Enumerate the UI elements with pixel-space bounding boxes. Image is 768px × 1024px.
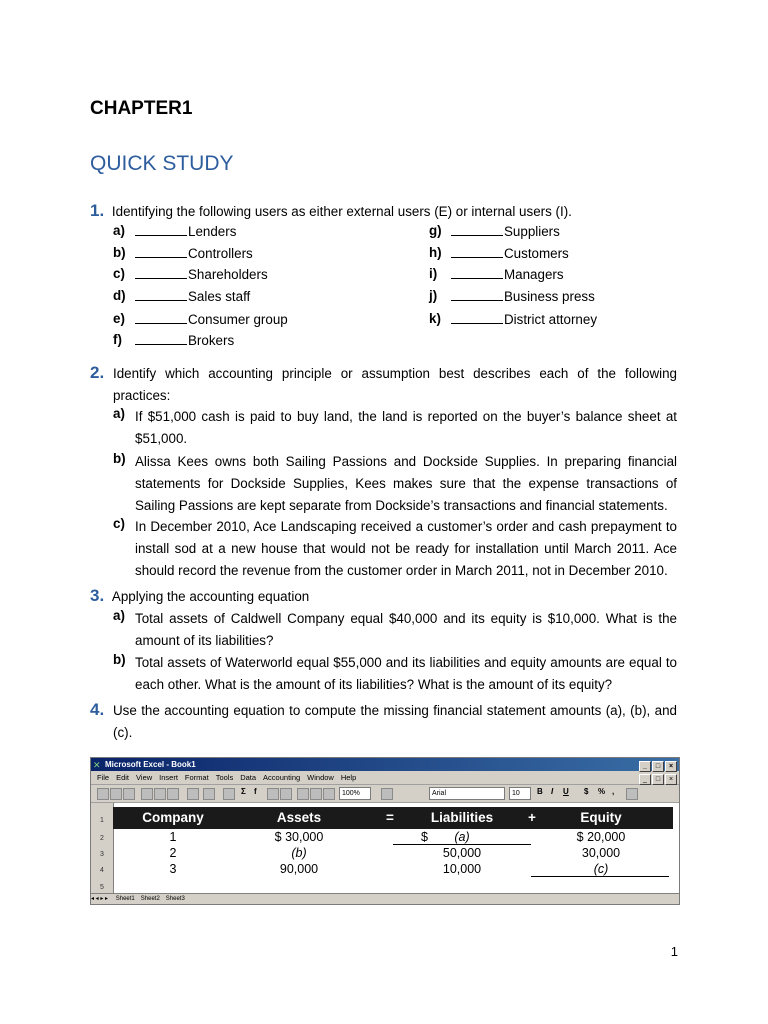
- sheet-tab-bar: [91, 893, 679, 905]
- answer-item: [451, 288, 595, 304]
- menu-item-window[interactable]: Window: [307, 773, 334, 782]
- comma-icon[interactable]: ,: [612, 787, 615, 796]
- menu-item-view[interactable]: View: [136, 773, 153, 782]
- user-name: Consumer group: [188, 312, 288, 327]
- question-1: [90, 201, 572, 221]
- question-text: Use the accounting equation to compute the missing financial statement amounts (a), (b), and (c).: [113, 703, 677, 740]
- excel-title: Microsoft Excel - Book1: [105, 760, 196, 769]
- item-text: Alissa Kees owns both Sailing Passions and Dockside Supplies. In preparing financial statements for Dockside Supplies, Kees makes sure that the expense transactions of Sailing Passions are kept separate from Dockside’s transactions and financial statements.: [135, 454, 677, 513]
- row-header[interactable]: 4: [91, 861, 114, 877]
- row-header[interactable]: 3: [91, 845, 114, 861]
- answer-blank[interactable]: [135, 288, 187, 301]
- answer-blank[interactable]: [451, 266, 503, 279]
- item-label: e): [113, 311, 125, 326]
- item-label: i): [429, 266, 438, 281]
- question-number: 4.: [90, 700, 105, 719]
- increase-decimal-icon[interactable]: [626, 788, 638, 800]
- answer-item: [135, 311, 288, 327]
- preview-icon[interactable]: [154, 788, 166, 800]
- answer-item: [135, 288, 250, 304]
- help-icon[interactable]: [381, 788, 393, 800]
- cell-border: [531, 876, 669, 877]
- cell-equity[interactable]: $ 20,000: [576, 830, 626, 844]
- cell-liabilities[interactable]: (a): [454, 830, 470, 844]
- cell-company[interactable]: 3: [169, 862, 177, 876]
- menu-item-edit[interactable]: Edit: [116, 773, 130, 782]
- undo-icon[interactable]: [187, 788, 199, 800]
- user-name: Controllers: [188, 246, 253, 261]
- sheet-tab-sheet2[interactable]: Sheet2: [140, 896, 160, 902]
- header-company[interactable]: Company: [142, 810, 204, 825]
- user-name: Managers: [504, 267, 564, 282]
- user-name: Suppliers: [504, 224, 560, 239]
- item-label: f): [113, 332, 122, 347]
- answer-item: [135, 266, 268, 282]
- answer-blank[interactable]: [451, 288, 503, 301]
- spreadsheet-grid: [91, 803, 679, 893]
- item-label: a): [113, 406, 125, 421]
- user-name: District attorney: [504, 312, 598, 327]
- item-label: g): [429, 223, 442, 238]
- user-name: Customers: [504, 246, 569, 261]
- item-label: a): [113, 608, 125, 623]
- font-size-select[interactable]: 10: [509, 787, 531, 800]
- italic-icon[interactable]: I: [551, 787, 554, 796]
- chapter-title: CHAPTER1: [90, 98, 193, 119]
- cell-equity[interactable]: (c): [593, 862, 609, 876]
- item-label: d): [113, 288, 126, 303]
- menu-item-file[interactable]: File: [97, 773, 110, 782]
- tab-scroll-icons[interactable]: ◂ ◂ ▸ ▸: [91, 896, 109, 902]
- minimize-icon[interactable]: _: [639, 761, 651, 772]
- close-icon[interactable]: ×: [665, 761, 677, 772]
- item-label: k): [429, 311, 441, 326]
- row-header[interactable]: 1: [91, 807, 114, 829]
- answer-blank[interactable]: [451, 223, 503, 236]
- answer-item: [451, 245, 569, 261]
- answer-blank[interactable]: [135, 332, 187, 345]
- cell-assets[interactable]: $ 30,000: [274, 830, 324, 844]
- item-text: In December 2010, Ace Landscaping received a customer’s order and cash prepayment to install sod at a new house that would not be ready for installation until March 2011. Ace should record the revenue from the customer order in March 2011, not in December 2010.: [135, 519, 677, 578]
- hyperlink-icon[interactable]: [223, 788, 235, 800]
- menu-item-accounting[interactable]: Accounting: [263, 773, 301, 782]
- menu-item-help[interactable]: Help: [340, 773, 357, 782]
- sheet-tab-sheet3[interactable]: Sheet3: [165, 896, 185, 902]
- answer-item: [135, 245, 253, 261]
- section-title: QUICK STUDY: [90, 152, 234, 175]
- answer-blank[interactable]: [451, 311, 503, 324]
- item-text: Total assets of Waterworld equal $55,000 and its liabilities and equity amounts are equal to each other. What is the amount of its liabilities? What is the amount of its equity?: [135, 655, 677, 692]
- header-assets[interactable]: Assets: [276, 810, 322, 825]
- answer-item: [135, 223, 236, 239]
- row-header[interactable]: 5: [91, 877, 114, 893]
- percent-icon[interactable]: %: [598, 787, 606, 796]
- answer-item: [135, 332, 234, 348]
- menu-item-data[interactable]: Data: [240, 773, 257, 782]
- zoom-select[interactable]: 100%: [339, 787, 371, 800]
- excel-title-bar: [91, 758, 679, 771]
- answer-blank[interactable]: [135, 245, 187, 258]
- cell-company[interactable]: 1: [169, 830, 177, 844]
- spelling-icon[interactable]: [167, 788, 179, 800]
- menu-item-tools[interactable]: Tools: [215, 773, 234, 782]
- item-label: j): [429, 288, 438, 303]
- drawing-icon[interactable]: [323, 788, 335, 800]
- answer-blank[interactable]: [135, 223, 187, 236]
- cell-border: [393, 844, 531, 845]
- question-3: [90, 586, 309, 606]
- answer-blank[interactable]: [135, 311, 187, 324]
- excel-window: [90, 757, 680, 905]
- item-label: c): [113, 516, 125, 531]
- cell-liabilities[interactable]: 50,000: [442, 846, 482, 860]
- excel-menu-bar: [91, 771, 679, 785]
- page-number: 1: [670, 944, 678, 959]
- open-icon[interactable]: [110, 788, 122, 800]
- question-number: 1.: [90, 201, 105, 220]
- user-name: Shareholders: [188, 267, 268, 282]
- close-icon[interactable]: ×: [665, 774, 677, 785]
- menu-item-insert[interactable]: Insert: [159, 773, 178, 782]
- chart-wizard-icon[interactable]: [297, 788, 309, 800]
- cell-assets[interactable]: (b): [291, 846, 307, 860]
- restore-icon[interactable]: □: [652, 774, 664, 785]
- item-label: b): [113, 652, 126, 667]
- function-icon[interactable]: f: [254, 787, 257, 796]
- question-text: Identify which accounting principle or assumption best describes each of the following practices:: [113, 366, 677, 403]
- cell-liabilities[interactable]: 10,000: [442, 862, 482, 876]
- answer-item: [451, 223, 560, 239]
- new-icon[interactable]: [97, 788, 109, 800]
- print-icon[interactable]: [141, 788, 153, 800]
- map-icon[interactable]: [310, 788, 322, 800]
- item-label: h): [429, 245, 442, 260]
- item-text: Total assets of Caldwell Company equal $40,000 and its equity is $10,000. What is the amount of its liabilities?: [135, 611, 677, 648]
- sort-ascending-icon[interactable]: [267, 788, 279, 800]
- menu-item-format[interactable]: Format: [184, 773, 209, 782]
- header-equals[interactable]: =: [386, 810, 394, 825]
- item-label: b): [113, 451, 126, 466]
- save-icon[interactable]: [123, 788, 135, 800]
- cell-company[interactable]: 2: [169, 846, 177, 860]
- redo-icon[interactable]: [203, 788, 215, 800]
- underline-icon[interactable]: U: [563, 787, 569, 796]
- item-text: If $51,000 cash is paid to buy land, the land is reported on the buyer’s balance sheet at $51,000.: [135, 409, 677, 446]
- item-label: a): [113, 223, 125, 238]
- user-name: Brokers: [188, 333, 235, 348]
- excel-icon: ✕: [93, 760, 101, 770]
- header-equity[interactable]: Equity: [580, 810, 622, 825]
- user-name: Sales staff: [188, 289, 251, 304]
- user-name: Lenders: [188, 224, 237, 239]
- answer-blank[interactable]: [135, 266, 187, 279]
- currency-icon[interactable]: $: [584, 787, 589, 796]
- answer-blank[interactable]: [451, 245, 503, 258]
- item-label: b): [113, 245, 126, 260]
- question-text: Applying the accounting equation: [111, 589, 310, 604]
- header-liabilities[interactable]: Liabilities: [430, 810, 494, 825]
- cell-liabilities-prefix[interactable]: $: [421, 830, 428, 844]
- header-plus[interactable]: +: [528, 810, 536, 825]
- question-number: 2.: [90, 363, 105, 382]
- answer-item: [451, 266, 564, 282]
- question-number: 3.: [90, 586, 105, 605]
- autosum-icon[interactable]: Σ: [241, 787, 246, 796]
- sheet-tab-sheet1[interactable]: Sheet1: [115, 896, 135, 902]
- minimize-icon[interactable]: _: [639, 774, 651, 785]
- bold-icon[interactable]: B: [537, 787, 543, 796]
- cell-equity[interactable]: 30,000: [581, 846, 621, 860]
- answer-item: [451, 311, 597, 327]
- cell-assets[interactable]: 90,000: [279, 862, 319, 876]
- item-label: c): [113, 266, 125, 281]
- font-select[interactable]: Arial: [429, 787, 505, 800]
- user-name: Business press: [504, 289, 595, 304]
- sort-descending-icon[interactable]: [280, 788, 292, 800]
- row-header[interactable]: 2: [91, 829, 114, 845]
- maximize-icon[interactable]: □: [652, 761, 664, 772]
- question-text: Identifying the following users as either external users (E) or internal users (I).: [111, 204, 572, 219]
- excel-toolbar: [91, 785, 679, 803]
